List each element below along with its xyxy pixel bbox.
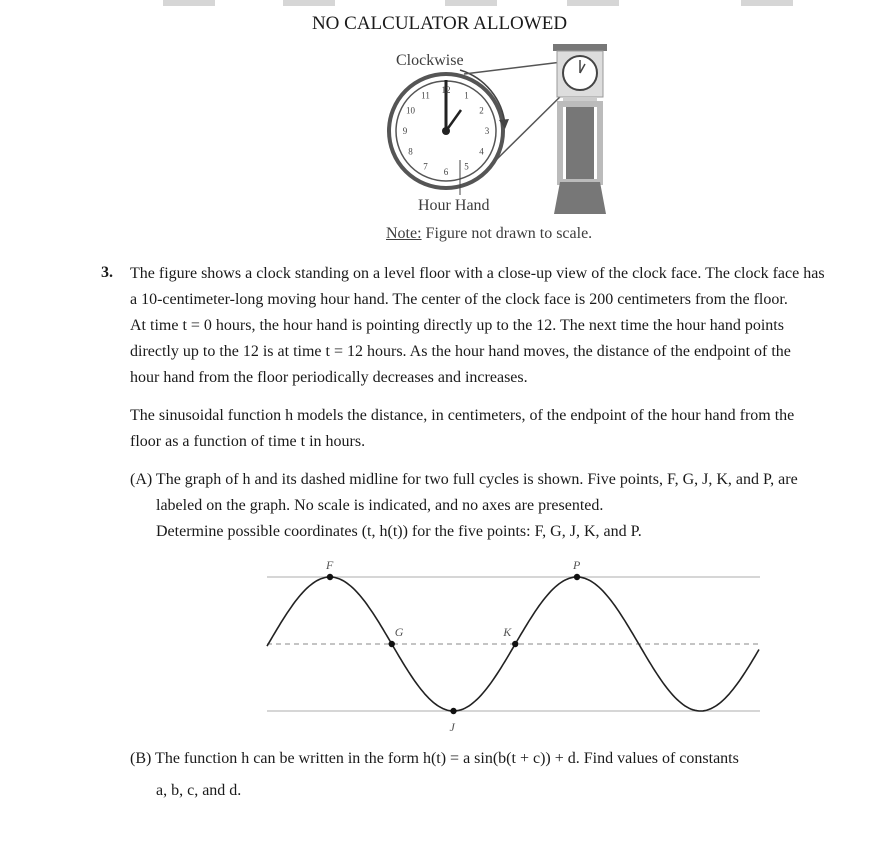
text-line: labeled on the graph. No scale is indicated, and no axes are presented. xyxy=(156,497,604,514)
clock-number: 9 xyxy=(402,126,408,136)
clock-number: 10 xyxy=(405,105,415,116)
clock-number: 12 xyxy=(441,85,451,95)
clock-number: 11 xyxy=(421,90,430,101)
clock-number: 5 xyxy=(464,161,469,172)
clockwise-arrow-icon xyxy=(499,119,509,129)
clock-number: 3 xyxy=(484,126,490,136)
point-g xyxy=(389,641,395,647)
point-label-k: K xyxy=(503,625,512,639)
connector-top xyxy=(464,62,562,74)
clock-center xyxy=(442,127,450,135)
question-number: 3. xyxy=(101,264,113,281)
clock-number: 4 xyxy=(479,146,484,157)
point-label-g: G xyxy=(394,625,404,639)
top-tab xyxy=(163,0,215,6)
note-prefix: Note: xyxy=(386,225,422,242)
point-f xyxy=(327,574,333,580)
top-tab xyxy=(283,0,335,6)
point-p xyxy=(574,574,580,580)
point-j xyxy=(450,708,456,714)
part-a xyxy=(130,467,855,545)
clock-number: 6 xyxy=(443,167,449,177)
clock-number: 1 xyxy=(464,90,469,101)
clock-number: 7 xyxy=(423,161,428,172)
text-line: hour hand from the floor periodically decreases and increases. xyxy=(130,369,528,386)
point-label-j: J xyxy=(449,720,455,734)
text-line: (A) The graph of h and its dashed midline for two full cycles is shown. Five points, F, G, J, K, and P, are xyxy=(130,471,798,488)
clock-top-cap xyxy=(553,44,607,51)
text-line: a 10-centimeter-long moving hour hand. The center of the clock face is 200 centimeters from the floor. xyxy=(130,291,788,308)
note-text: Figure not drawn to scale. xyxy=(425,225,593,242)
text-line: Determine possible coordinates (t, h(t)) for the five points: F, G, J, K, and P. xyxy=(156,523,642,540)
hour-hand-label: Hour Hand xyxy=(418,197,490,214)
point-label-f: F xyxy=(326,558,334,572)
clock-base xyxy=(554,182,606,214)
text-line: directly up to the 12 is at time t = 12 hours. As the hour hand moves, the distance of the endpoint of the xyxy=(130,343,791,360)
question-paragraph-1 xyxy=(130,261,855,391)
text-line: The sinusoidal function h models the distance, in centimeters, of the endpoint of the hour hand from the xyxy=(130,407,795,424)
text-line: a, b, c, and d. xyxy=(156,782,242,799)
figure-note xyxy=(386,225,592,243)
page-heading: NO CALCULATOR ALLOWED xyxy=(311,13,568,34)
top-tab xyxy=(445,0,497,6)
sinusoid-graph xyxy=(255,555,775,740)
top-tab xyxy=(567,0,619,6)
part-b xyxy=(130,745,855,809)
point-k xyxy=(512,641,518,647)
text-line: At time t = 0 hours, the hour hand is pointing directly up to the 12. The next time the hour hand points xyxy=(130,317,784,334)
top-tab xyxy=(741,0,793,6)
clock-number: 2 xyxy=(479,105,484,116)
clock-body xyxy=(566,104,594,182)
point-label-p: P xyxy=(573,558,581,572)
question-paragraph-2 xyxy=(130,403,855,455)
text-line: floor as a function of time t in hours. xyxy=(130,433,366,450)
clockwise-label: Clockwise xyxy=(396,52,464,69)
text-line: (B) The function h can be written in the form h(t) = a sin(b(t + c)) + d. Find values of constants xyxy=(130,750,739,767)
clock-number: 8 xyxy=(408,146,413,157)
text-line: The figure shows a clock standing on a level floor with a close-up view of the clock face. The clock face has xyxy=(130,265,825,282)
